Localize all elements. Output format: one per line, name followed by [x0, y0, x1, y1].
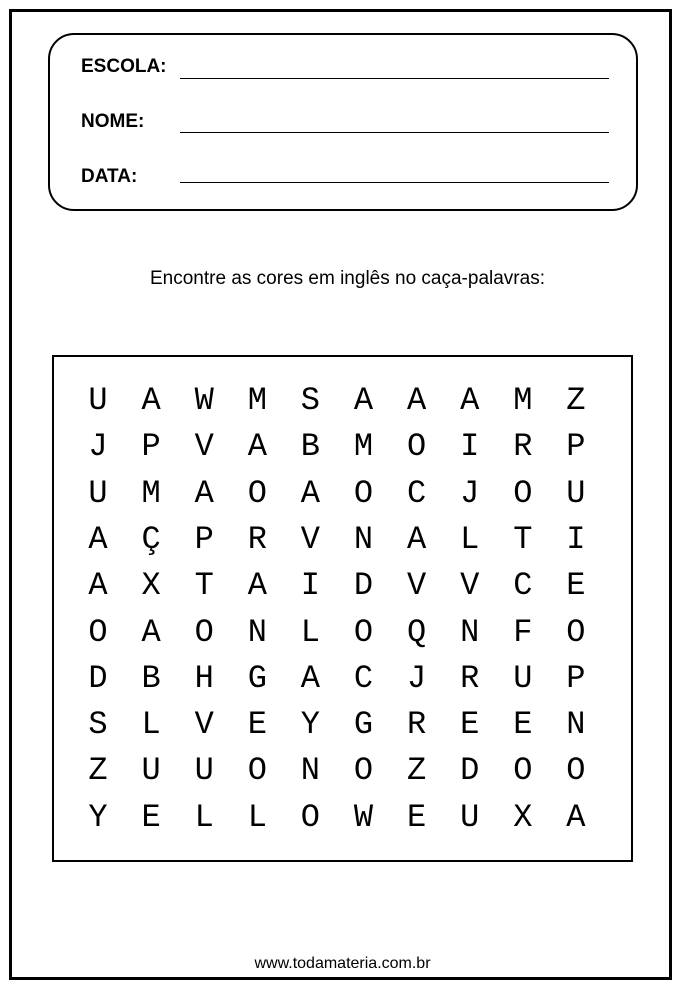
grid-letter[interactable]: U: [88, 474, 108, 512]
grid-letter[interactable]: E: [513, 706, 533, 744]
grid-letter[interactable]: C: [513, 567, 533, 605]
grid-letter[interactable]: Z: [566, 382, 586, 419]
date-field[interactable]: [180, 182, 609, 183]
grid-letter[interactable]: E: [406, 798, 427, 836]
name-field[interactable]: [180, 132, 609, 133]
grid-letter[interactable]: B: [300, 428, 320, 466]
grid-letter[interactable]: U: [513, 659, 533, 697]
grid-letter[interactable]: E: [460, 706, 480, 744]
grid-letter[interactable]: U: [194, 752, 214, 790]
name-label: NOME:: [81, 111, 145, 132]
school-label: ESCOLA:: [81, 56, 167, 77]
grid-letter[interactable]: V: [460, 567, 480, 605]
grid-letter[interactable]: F: [513, 613, 533, 651]
grid-letter[interactable]: L: [141, 706, 161, 744]
grid-letter[interactable]: Y: [300, 706, 320, 744]
grid-letter[interactable]: R: [247, 520, 267, 558]
grid-letter[interactable]: B: [141, 659, 161, 697]
grid-letter[interactable]: L: [460, 520, 480, 558]
grid-letter[interactable]: M: [353, 428, 374, 466]
grid-letter[interactable]: J: [406, 659, 427, 697]
grid-letter[interactable]: V: [300, 520, 320, 558]
grid-letter[interactable]: X: [513, 798, 533, 836]
grid-letter[interactable]: S: [88, 706, 108, 744]
grid-letter[interactable]: U: [88, 382, 108, 419]
grid-letter[interactable]: P: [566, 659, 586, 697]
grid-letter[interactable]: D: [353, 567, 374, 605]
grid-letter[interactable]: O: [513, 474, 533, 512]
grid-letter[interactable]: A: [247, 428, 267, 466]
grid-letter[interactable]: E: [247, 706, 267, 744]
school-field[interactable]: [180, 78, 609, 79]
grid-letter[interactable]: M: [141, 474, 161, 512]
grid-letter[interactable]: T: [513, 520, 533, 558]
grid-letter[interactable]: J: [460, 474, 480, 512]
grid-letter[interactable]: O: [353, 613, 374, 651]
grid-letter[interactable]: Z: [406, 752, 427, 790]
grid-letter[interactable]: R: [460, 659, 480, 697]
grid-letter[interactable]: Z: [88, 752, 108, 790]
grid-letter[interactable]: G: [353, 706, 374, 744]
grid-letter[interactable]: A: [141, 382, 161, 419]
grid-letter[interactable]: Ç: [141, 520, 161, 558]
grid-letter[interactable]: E: [566, 567, 586, 605]
grid-letter[interactable]: W: [353, 798, 374, 836]
grid-letter[interactable]: O: [566, 613, 586, 651]
grid-letter[interactable]: D: [88, 659, 108, 697]
grid-letter[interactable]: A: [460, 382, 480, 419]
grid-letter[interactable]: O: [513, 752, 533, 790]
grid-letter[interactable]: A: [88, 520, 108, 558]
grid-letter[interactable]: A: [300, 474, 320, 512]
grid-letter[interactable]: C: [353, 659, 374, 697]
grid-letter[interactable]: G: [247, 659, 267, 697]
grid-letter[interactable]: O: [194, 613, 214, 651]
grid-letter[interactable]: E: [141, 798, 161, 836]
grid-letter[interactable]: V: [406, 567, 427, 605]
grid-letter[interactable]: N: [300, 752, 320, 790]
grid-letter[interactable]: O: [247, 474, 267, 512]
grid-letter[interactable]: U: [566, 474, 586, 512]
grid-letter[interactable]: Y: [88, 798, 108, 836]
grid-letter[interactable]: M: [513, 382, 533, 419]
grid-letter[interactable]: M: [247, 382, 267, 419]
grid-letter[interactable]: H: [194, 659, 214, 697]
grid-letter[interactable]: C: [406, 474, 427, 512]
grid-letter[interactable]: A: [566, 798, 586, 836]
grid-letter[interactable]: A: [194, 474, 214, 512]
grid-letter[interactable]: J: [88, 428, 108, 466]
footer-website: www.todamateria.com.br: [254, 955, 431, 972]
grid-letter[interactable]: A: [141, 613, 161, 651]
grid-letter[interactable]: I: [566, 520, 586, 558]
grid-letter[interactable]: P: [194, 520, 214, 558]
grid-letter[interactable]: O: [88, 613, 108, 651]
grid-letter[interactable]: A: [406, 520, 427, 558]
grid-letter[interactable]: N: [353, 520, 374, 558]
grid-letter[interactable]: R: [406, 706, 427, 744]
grid-letter[interactable]: O: [353, 752, 374, 790]
grid-letter[interactable]: V: [194, 428, 214, 466]
grid-letter[interactable]: D: [460, 752, 480, 790]
grid-letter[interactable]: A: [88, 567, 108, 605]
grid-letter[interactable]: L: [247, 798, 267, 836]
grid-letter[interactable]: Q: [406, 613, 427, 651]
grid-letter[interactable]: I: [460, 428, 480, 466]
grid-letter[interactable]: L: [300, 613, 320, 651]
grid-letter[interactable]: L: [194, 798, 214, 836]
grid-letter[interactable]: O: [566, 752, 586, 790]
grid-letter[interactable]: W: [194, 382, 214, 419]
date-label: DATA:: [81, 166, 138, 187]
grid-letter[interactable]: O: [247, 752, 267, 790]
grid-letter[interactable]: N: [247, 613, 267, 651]
grid-letter[interactable]: P: [141, 428, 161, 466]
grid-letter[interactable]: V: [194, 706, 214, 744]
grid-letter[interactable]: O: [353, 474, 374, 512]
grid-letter[interactable]: A: [406, 382, 427, 419]
grid-letter[interactable]: S: [300, 382, 320, 419]
grid-letter[interactable]: A: [300, 659, 320, 697]
grid-letter[interactable]: N: [460, 613, 480, 651]
grid-letter[interactable]: P: [566, 428, 586, 466]
grid-letter[interactable]: A: [353, 382, 374, 419]
instruction-text: Encontre as cores em inglês no caça-palavras:: [150, 268, 545, 289]
grid-letter[interactable]: A: [247, 567, 267, 605]
grid-letter[interactable]: N: [566, 706, 586, 744]
grid-letter[interactable]: X: [141, 567, 161, 605]
grid-letter[interactable]: T: [194, 567, 214, 605]
grid-letter[interactable]: O: [406, 428, 427, 466]
grid-letter[interactable]: I: [300, 567, 320, 605]
grid-letter[interactable]: U: [460, 798, 480, 836]
grid-letter[interactable]: U: [141, 752, 161, 790]
grid-letter[interactable]: R: [513, 428, 533, 466]
grid-letter[interactable]: O: [300, 798, 320, 836]
